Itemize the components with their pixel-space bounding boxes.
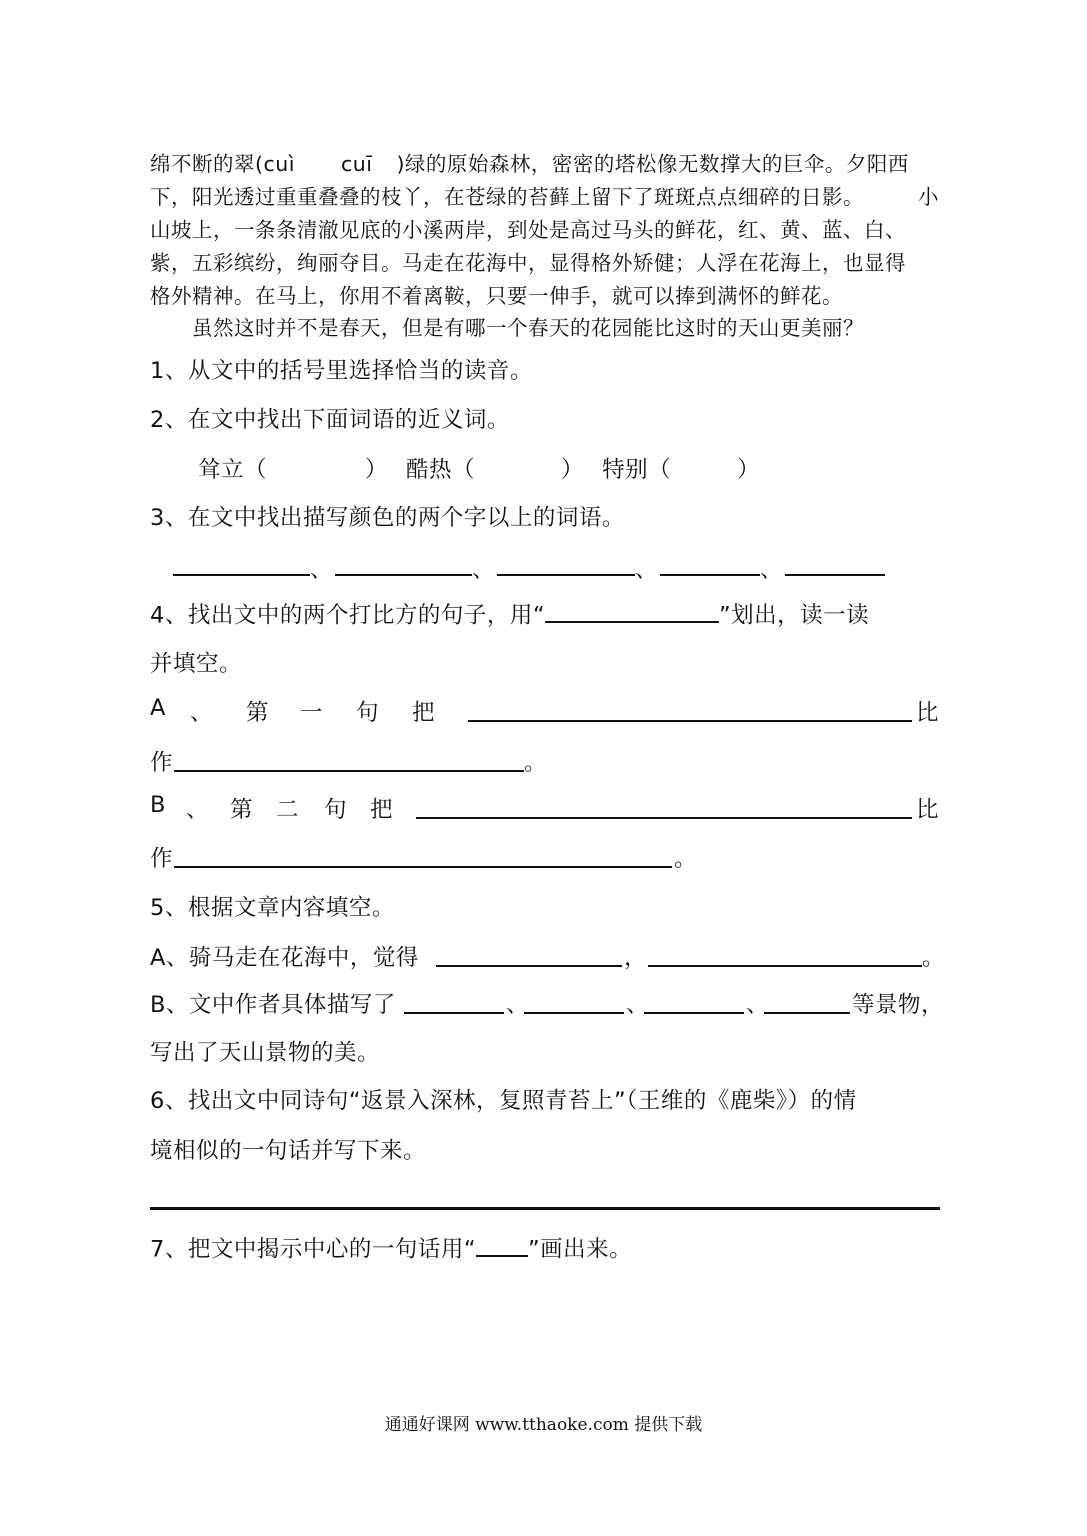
comma: ，	[624, 945, 648, 971]
passage-text: cuī	[340, 152, 373, 176]
underline-sample	[545, 597, 719, 623]
answer-blank[interactable]	[785, 574, 885, 576]
q5-b-end: 等景物，	[852, 992, 945, 1018]
answer-blank[interactable]	[497, 574, 635, 576]
q4-b-label: 把	[370, 797, 394, 823]
q4-a-label: 一	[300, 700, 324, 726]
separator: 、	[635, 557, 659, 583]
question-4-line-1	[150, 597, 869, 630]
question-3: 3、在文中找出描写颜色的两个字以上的词语。	[150, 505, 625, 531]
passage-line-2-end: 小	[918, 185, 939, 209]
q4-a-label: 把	[412, 700, 436, 726]
separator: 、	[626, 992, 650, 1018]
separator: 、	[310, 557, 334, 583]
q4-zuo: 作	[150, 750, 174, 776]
period: 。	[674, 846, 698, 872]
q4-b-label: B	[150, 792, 166, 818]
period: 。	[524, 750, 548, 776]
answer-blank[interactable]	[436, 965, 622, 967]
answer-blank[interactable]	[648, 965, 922, 967]
question-text: ”划出，读一读	[718, 602, 870, 629]
answer-blank[interactable]	[764, 1012, 850, 1014]
question-1: 1、从文中的括号里选择恰当的读音。	[150, 358, 533, 384]
answer-blank[interactable]	[174, 770, 524, 772]
period: 。	[922, 945, 946, 971]
question-text: 7、把文中揭示中心的一句话用“	[150, 1236, 476, 1263]
question-7	[150, 1231, 632, 1264]
answer-blank[interactable]	[174, 866, 672, 868]
q4-a-label: 第	[246, 700, 270, 726]
passage-text: 绵不断的翠(cuì	[150, 152, 295, 176]
question-text: ”画出来。	[527, 1236, 633, 1263]
q4-b-label: 句	[324, 797, 348, 823]
passage-line-3: 山坡上，一条条清澈见底的小溪两岸，到处是高过马头的鲜花，红、黄、蓝、白、	[150, 218, 906, 242]
bracket: ）	[365, 457, 389, 483]
answer-blank[interactable]	[416, 817, 912, 819]
passage-line-6: 虽然这时并不是春天，但是有哪一个春天的花园能比这时的天山更美丽？	[192, 316, 864, 340]
answer-blank[interactable]	[173, 574, 310, 576]
answer-blank[interactable]	[335, 574, 472, 576]
answer-blank[interactable]	[644, 1012, 744, 1014]
answer-line[interactable]	[150, 1207, 940, 1210]
word-label: 特别（	[602, 457, 672, 483]
answer-blank[interactable]	[660, 574, 760, 576]
word-label: 酷热（	[406, 457, 476, 483]
passage-text: )绿的原始森林，密密的塔松像无数撑大的巨伞。夕阳西	[396, 152, 909, 176]
question-2-words	[198, 452, 760, 484]
passage-line-1	[150, 148, 909, 180]
passage-line-5: 格外精神。在马上，你用不着离鞍，只要一伸手，就可以捧到满怀的鲜花。	[150, 284, 843, 308]
answer-blank[interactable]	[404, 1012, 504, 1014]
answer-blank[interactable]	[524, 1012, 624, 1014]
footer-credit: 通通好课网 www.tthaoke.com 提供下载	[384, 1415, 703, 1435]
q4-a-label: 、	[190, 700, 214, 726]
question-4-line-2: 并填空。	[150, 651, 243, 677]
separator: 、	[760, 557, 784, 583]
q4-bi: 比	[916, 700, 940, 726]
question-2: 2、在文中找出下面词语的近义词。	[150, 407, 510, 433]
q5-b-text: B、文中作者具体描写了	[150, 992, 396, 1018]
question-6-line-1: 6、找出文中同诗句“返景入深林，复照青苔上”（王维的《鹿柴》）的情	[150, 1088, 857, 1114]
q4-b-label: 、	[186, 797, 210, 823]
question-text: 4、找出文中的两个打比方的句子，用“	[150, 602, 545, 629]
q4-a-label: 句	[356, 700, 380, 726]
bracket: ）	[561, 457, 585, 483]
q5-b-line-2: 写出了天山景物的美。	[150, 1040, 381, 1066]
passage-text: 下，阳光透过重重叠叠的枝丫，在苍绿的苔藓上留下了斑斑点点细碎的日影。	[150, 185, 864, 209]
answer-blank[interactable]	[468, 720, 912, 722]
question-5: 5、根据文章内容填空。	[150, 895, 395, 921]
passage-line-2	[150, 181, 864, 213]
q4-b-label: 二	[276, 797, 300, 823]
q4-b-label: 第	[230, 797, 254, 823]
underline-sample	[476, 1231, 528, 1257]
q5-a-text: A、骑马走在花海中，觉得	[150, 945, 419, 971]
question-6-line-2: 境相似的一句话并写下来。	[150, 1138, 427, 1164]
separator: 、	[472, 557, 496, 583]
separator: 、	[746, 992, 770, 1018]
q4-a-label: A	[150, 695, 166, 721]
q4-zuo: 作	[150, 846, 174, 872]
separator: 、	[506, 992, 530, 1018]
bracket: ）	[737, 457, 761, 483]
q4-bi: 比	[916, 797, 940, 823]
passage-line-4: 紫，五彩缤纷，绚丽夺目。马走在花海中，显得格外矫健；人浮在花海上，也显得	[150, 251, 906, 275]
word-label: 耸立（	[198, 457, 268, 483]
